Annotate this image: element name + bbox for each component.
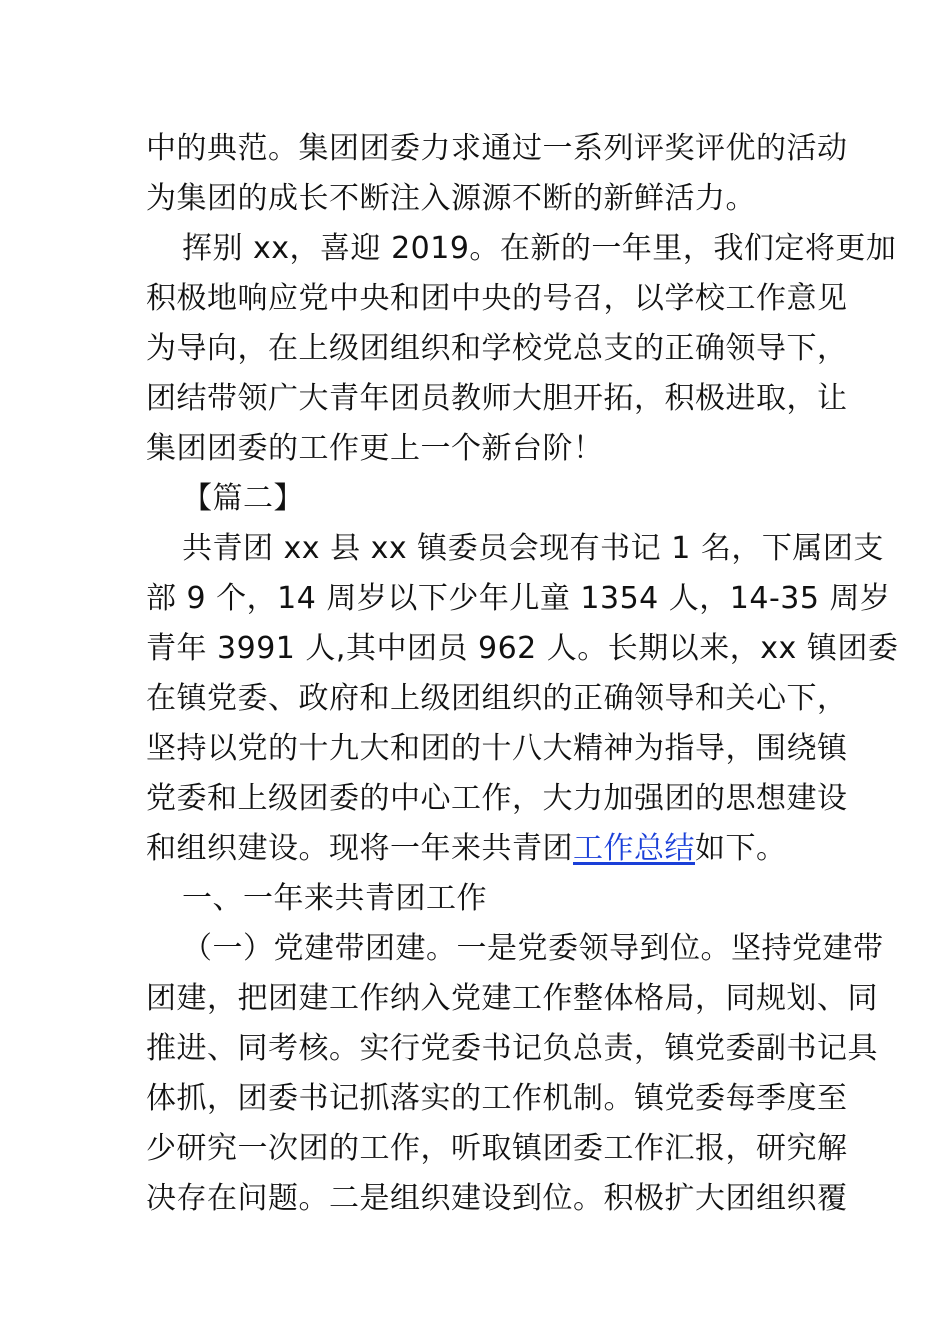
- text-line: 党委和上级团委的中心工作，大力加强团的思想建设: [146, 781, 848, 816]
- text-segment: 如下。: [695, 831, 787, 866]
- text-line: 部 9 个，14 周岁以下少年儿童 1354 人，14-35 周岁: [146, 581, 891, 616]
- text-line: 为导向，在上级团组织和学校党总支的正确领导下，: [146, 331, 848, 366]
- document-body: [146, 124, 899, 1224]
- text-line: 体抓，团委书记抓落实的工作机制。镇党委每季度至: [146, 1081, 848, 1116]
- text-line: 集团团委的工作更上一个新台阶！: [146, 431, 604, 466]
- text-line: 积极地响应党中央和团中央的号召，以学校工作意见: [146, 281, 848, 316]
- section-heading: 【篇二】: [182, 481, 304, 516]
- text-line: 决存在问题。二是组织建设到位。积极扩大团组织覆: [146, 1181, 848, 1216]
- text-line: 在镇党委、政府和上级团组织的正确领导和关心下，: [146, 681, 848, 716]
- text-line: 中的典范。集团团委力求通过一系列评奖评优的活动: [146, 131, 848, 166]
- text-line-with-link: [146, 824, 810, 874]
- work-summary-link[interactable]: 工作总结: [573, 831, 695, 866]
- text-line: 团结带领广大青年团员教师大胆开拓，积极进取，让: [146, 381, 848, 416]
- text-line: 青年 3991 人,其中团员 962 人。长期以来，xx 镇团委: [146, 631, 899, 666]
- text-segment: 和组织建设。现将一年来共青团: [146, 831, 573, 866]
- text-line: 团建，把团建工作纳入党建工作整体格局，同规划、同: [146, 981, 878, 1016]
- paragraph-start: （一）党建带团建。一是党委领导到位。坚持党建带: [182, 931, 884, 966]
- text-line: 坚持以党的十九大和团的十八大精神为指导，围绕镇: [146, 731, 848, 766]
- text-line: 为集团的成长不断注入源源不断的新鲜活力。: [146, 181, 756, 216]
- paragraph-start: 共青团 xx 县 xx 镇委员会现有书记 1 名，下属团支: [182, 531, 884, 566]
- paragraph-start: 挥别 xx，喜迎 2019。在新的一年里，我们定将更加: [182, 231, 897, 266]
- text-line: 推进、同考核。实行党委书记负总责，镇党委副书记具: [146, 1031, 878, 1066]
- text-line: 少研究一次团的工作，听取镇团委工作汇报，研究解: [146, 1131, 848, 1166]
- subsection-heading: 一、一年来共青团工作: [182, 881, 487, 916]
